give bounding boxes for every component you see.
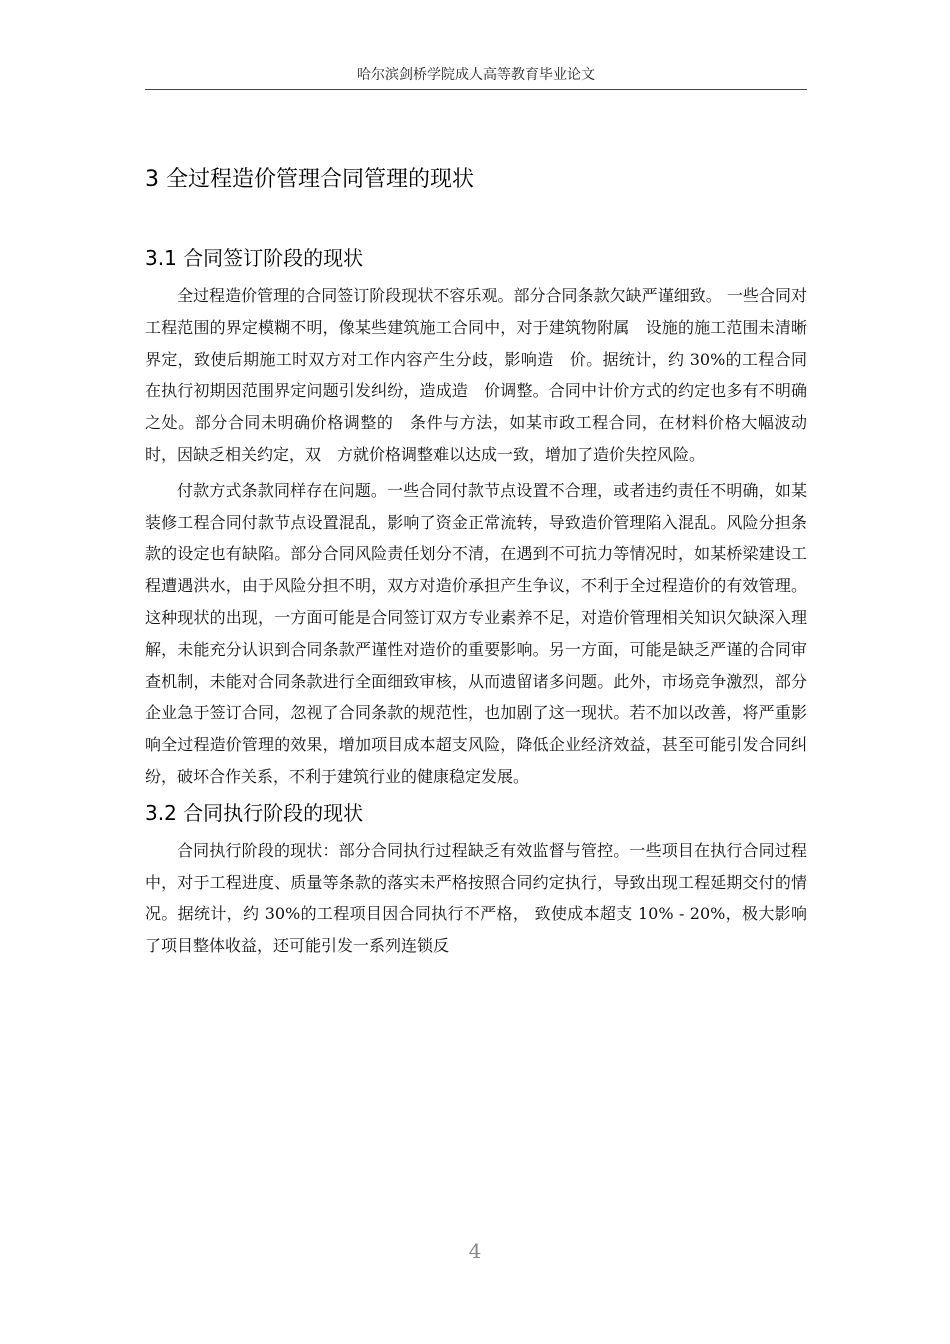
header-rule (145, 89, 807, 90)
section-3-2-title: 3.2 合同执行阶段的现状 (145, 800, 364, 825)
running-header: 哈尔滨剑桥学院成人高等教育毕业论文 (357, 67, 595, 83)
page-number: 4 (468, 1239, 482, 1263)
section-3-1-paragraph-2: 付款方式条款同样存在问题。一些合同付款节点设置不合理，或者违约责任不明确，如某装修工程合同付款节点设置混乱，影响了资金正常流转，导致造价管理陷入混乱。风险分担条款的设定也有缺陷。部分合同风险责任划分不清，在遇到不可抗力等情况时，如某桥梁建设工程遭遇洪水，由于风险分担不明，双方对造价承担产生争议，不利于全过程造价的有效管理。这种现状的出现，一方面可能是合同签订双方专业素养不足，对造价管理相关知识欠缺深入理解，未能充分认识到合同条款严谨性对造价的重要影响。另一方面，可能是缺乏严谨的合同审查机制，未能对合同条款进行全面细致审核，从而遗留诸多问题。此外，市场竞争激烈，部分企业急于签订合同，忽视了合同条款的规范性，也加剧了这一现状。若不加以改善，将严重影响全过程造价管理的效果，增加项目成本超支风险，降低企业经济效益，甚至可能引发合同纠纷，破坏合作关系，不利于建筑行业的健康稳定发展。 (145, 480, 807, 786)
section-3-1-paragraph-1: 全过程造价管理的合同签订阶段现状不容乐观。部分合同条款欠缺严谨细致。 一些合同对工程范围的界定模糊不明，像某些建筑施工合同中，对于建筑物附属 设施的施工范围未清晰界定，致使后期施工时双方对工作内容产生分歧，影响造 价。据统计，约 30%的工程合同在执行初期因范围界定问题引发纠纷，造成造 价调整。合同中计价方式的约定也多有不明确之处。部分合同未明确价格调整的 条件与方法，如某市政工程合同，在材料价格大幅波动时，因缺乏相关约定，双 方就价格调整难以达成一致，增加了造价失控风险。 (145, 286, 807, 464)
page-body (145, 164, 807, 966)
section-3-1-title: 3.1 合同签订阶段的现状 (145, 246, 364, 270)
chapter-title: 3 全过程造价管理合同管理的现状 (145, 167, 474, 192)
section-3-2-paragraph-1: 合同执行阶段的现状：部分合同执行过程缺乏有效监督与管控。一些项目在执行合同过程中，对于工程进度、质量等条款的落实未严格按照合同约定执行，导致出现工程延期交付的情况。据统计，约 30%的工程项目因合同执行不严格， 致使成本超支 10% - 20%，极大影响了项目整体收益，还可能引发一系列连锁反 (145, 840, 807, 956)
